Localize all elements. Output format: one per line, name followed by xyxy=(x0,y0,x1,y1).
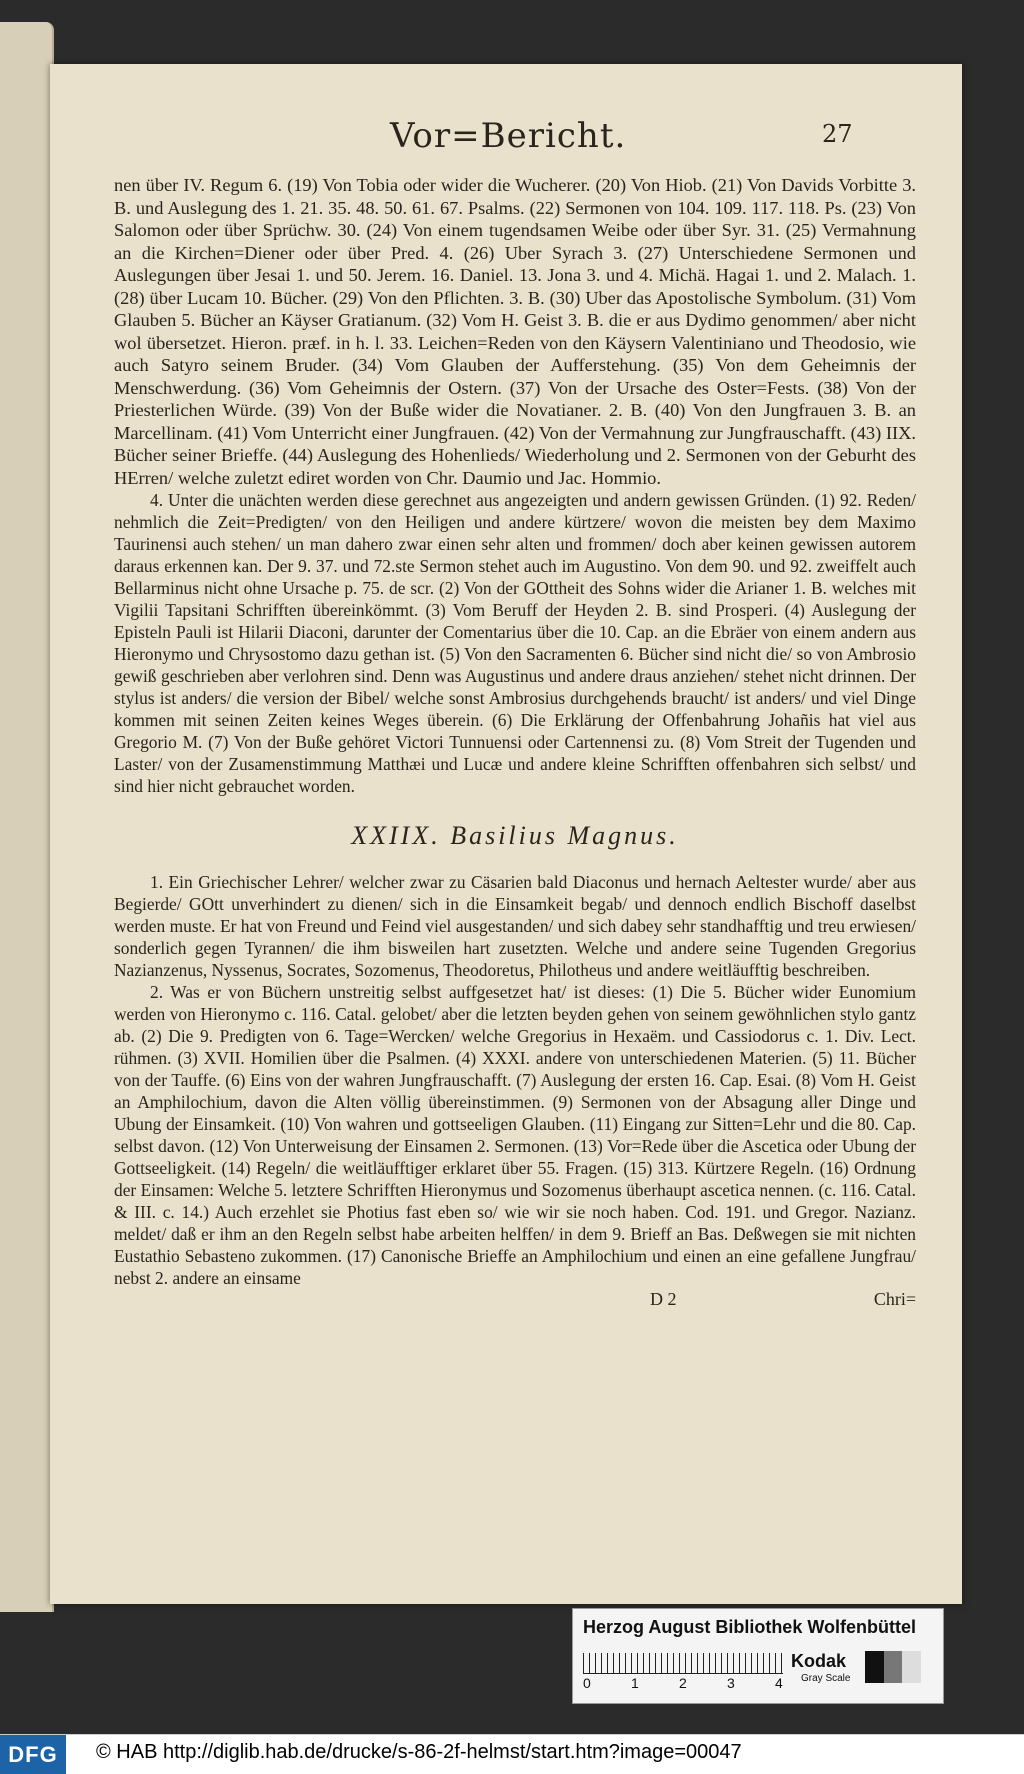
swatch-gray xyxy=(884,1651,903,1683)
facing-page-edge xyxy=(0,22,54,1612)
scale-number: 2 xyxy=(679,1675,687,1691)
running-head xyxy=(50,116,962,172)
scale-number: 4 xyxy=(775,1675,783,1691)
paragraph-b2: 2. Was er von Büchern unstreitig selbst auffgesetzet hat/ ist dieses: (1) Die 5. Bücher wider Eunomium werden von Hieronymo c. 116. Catal. gelobet/ aber die letzten beyden gehen von seinem gewöhnlichen stylo gantz ab. (2) Die 9. Predigten von 6. Tage=Wercken/ welche Gregorius in Hexaëm. und Cassiodorus c. 1. Div. Lect. rühmen. (3) XVII. Homilien über die Psalmen. (4) XXXI. andere von unterschiedenen Materien. (5) 11. Bücher von der Tauffe. (6) Eins von der wahren Jungfrauschafft. (7) Auslegung der ersten 16. Cap. Esai. (8) Vom H. Geist an Amphilochium, davon die Alten völlig übereinstimmen. (9) Sermonen von der Absagung aller Dinge und Ubung der Einsamkeit. (10) Von wahren und gottseeligen Glauben. (11) Eingang zur Sitten=Lehr und die 80. Cap. selbst davon. (12) Von Unterweisung der Einsamen 2. Sermonen. (13) Vor=Rede über die Ascetica oder Ubung der Gottseeligkeit. (14) Regeln/ die weitläufftiger erklaret über 55. Fragen. (15) 313. Kürtzere Regeln. (16) Ordnung der Einsamen: Welche 5. letztere Schrifften Hieronymus und Sozomenus überhaupt ascetica nennen. (c. 116. Catal. & III. c. 14.) Auch erzehlet sie Photius fast eben so/ wie wir sie noch haben. Cod. 191. und Gregor. Nazianz. meldet/ daß er ihm an den Regeln selbst habe arbeiten helffen/ in dem 9. Brieff an Bas. Deßwegen sie mit nichten Eustathio Sebasteno zukommen. (17) Canonische Brieffe an Amphilochium und einen an eine gefallene Jungfrau/ nebst 2. andere an einsame xyxy=(114,982,916,1288)
swatch-black xyxy=(865,1651,884,1683)
gray-scale-label: Gray Scale xyxy=(801,1673,851,1684)
scale-number: 0 xyxy=(583,1675,591,1691)
dfg-logo[interactable]: DFG xyxy=(0,1735,66,1774)
scale-ruler xyxy=(583,1653,783,1674)
book-page xyxy=(50,64,962,1604)
paragraph-4: 4. Unter die unächten werden diese gerechnet aus angezeigten und andern gewissen Gründen. (1) 92. Reden/ nehmlich die Zeit=Predigten/ von den Heiligen und andere kürtzere/ wovon die meisten bey dem Maximo Taurinensi auch stehen/ un man dahero zwar einen sehr alten und frommen/ doch aber keinen gewissen autorem daraus erkennen kan. Der 9. 37. und 72.ste Sermon stehet auch im Augustino. Von dem 90. und 92. zweiffelt auch Bellarminus nicht ohne Ursache p. 75. de scr. (2) Von der GOttheit des Sohns wider die Arianer 1. B. welches mit Vigilii Tapsitani Schrifften übereinkömmt. (3) Vom Beruff der Heyden 2. B. sind Prosperi. (4) Auslegung der Episteln Pauli ist Hilarii Diaconi, darunter der Comentarius über die 10. Cap. an die Ebräer von einem andern aus Hieronymo und Chrysostomo dazu gethan ist. (5) Von den Sacramenten 6. Bücher sind nicht die/ so von Ambrosio gewiß geschrieben aber verlohren sind. Denn was Augustinus und andere draus anziehen/ stehet nicht drinnen. Der stylus ist anders/ die version der Bibel/ welche sonst Ambrosius durchgehends braucht/ ist anders/ und viel Dinge kommen mit seinen Zeiten keines Weges überein. (6) Die Erklärung der Offenbahrung Johañis hat viel aus Gregorio M. (7) Von der Buße gehöret Victori Tunnuensi oder Cartennensi zu. (8) Vom Streit der Tugenden und Laster/ von der Zusamenstimmung Matthæi und Lucæ und andere kleine Schrifften offenbahren sich selbst/ und sind hier nicht gebrauchet worden. xyxy=(114,490,916,796)
copyright-link[interactable]: © HAB http://diglib.hab.de/drucke/s-86-2f-helmst/start.htm?image=00047 xyxy=(96,1741,742,1763)
signature-mark: D 2 xyxy=(650,1289,677,1309)
gray-swatches xyxy=(865,1651,921,1683)
color-calibration-bar xyxy=(572,1608,944,1704)
footer-bar xyxy=(0,1734,1024,1774)
paragraph-b1: 1. Ein Griechischer Lehrer/ welcher zwar zu Cäsarien bald Diaconus und hernach Aeltester wurde/ aber aus Begierde/ GOtt unverhindert zu dienen/ sich in die Einsamkeit begab/ und dennoch endlich Bischoff daselbst werden muste. Er hat von Freund und Feind viel ausgestanden/ und sich dabey sehr standhafftig und treu erwiesen/ sonderlich gegen Tyrannen/ die ihm bisweilen hart zusetzten. Welche und andere seine Tugenden Gregorius Nazianzenus, Nyssenus, Socrates, Sozomenus, Theodoretus, Philotheus und andere weitläufftig beschreiben. xyxy=(114,872,916,980)
continuation-paragraph: nen über IV. Regum 6. (19) Von Tobia oder wider die Wucherer. (20) Von Hiob. (21) Von Davids Vorbitte 3. B. und Auslegung des 1. 21. 35. 48. 50. 61. 67. Psalms. (22) Sermonen von 104. 109. 117. 118. Ps. (23) Von Salomon oder über Sprüchw. 30. (24) Von einem tugendsamen Weibe oder über Syr. 31. (25) Vermahnung an die Kirchen=Diener oder über Pred. 4. (26) Uber Syrach 3. (27) Unterschiedene Sermonen und Auslegungen über Jesai 1. und 50. Jerem. 16. Daniel. 13. Jona 3. und 4. Michä. Hagai 1. und 2. Malach. 1. (28) über Lucam 10. Bücher. (29) Von den Pflichten. 3. B. (30) Uber das Apostolische Symbolum. (31) Vom Glauben 5. Bücher an Käyser Gratianum. (32) Vom H. Geist 3. B. die er aus Dydimo genommen/ aber nicht wol übersetzet. Hieron. præf. in h. l. 33. Leichen=Reden von den Käysern Valentiniano und Theodosio, wie auch Satyro seinem Bruder. (34) Vom Glauben der Aufferstehung. (35) Von dem Geheimnis der Menschwerdung. (36) Vom Geheimnis der Ostern. (37) Von der Ursache des Oster=Fests. (38) Von der Priesterlichen Würde. (39) Von der Buße wider die Novatianer. 2. B. (40) Von den Jungfrauen 3. B. an Marcellinam. (41) Vom Unterricht einer Jungfrauen. (42) Von der Vermahnung zur Jungfrauschafft. (43) IIX. Bücher seiner Brieffe. (44) Auslegung des Hohenlieds/ Wiederholung und 2. Sermonen von der Geburht des HErren/ welche zuletzt ediret worden von Chr. Daumio und Jac. Hommio. xyxy=(114,175,916,488)
page-number: 27 xyxy=(822,120,853,148)
page-body xyxy=(114,174,916,1313)
section-heading: XXIIX. Basilius Magnus. xyxy=(351,821,679,850)
catchword-row xyxy=(114,1289,916,1313)
catchword: Chri= xyxy=(873,1289,916,1309)
swatch-light xyxy=(902,1651,921,1683)
kodak-logo: Kodak xyxy=(791,1651,847,1671)
scale-number: 3 xyxy=(727,1675,735,1691)
scale-number: 1 xyxy=(631,1675,639,1691)
running-title: Vor=Bericht. xyxy=(390,116,627,156)
institution-label: Herzog August Bibliothek Wolfenbüttel xyxy=(583,1617,916,1637)
